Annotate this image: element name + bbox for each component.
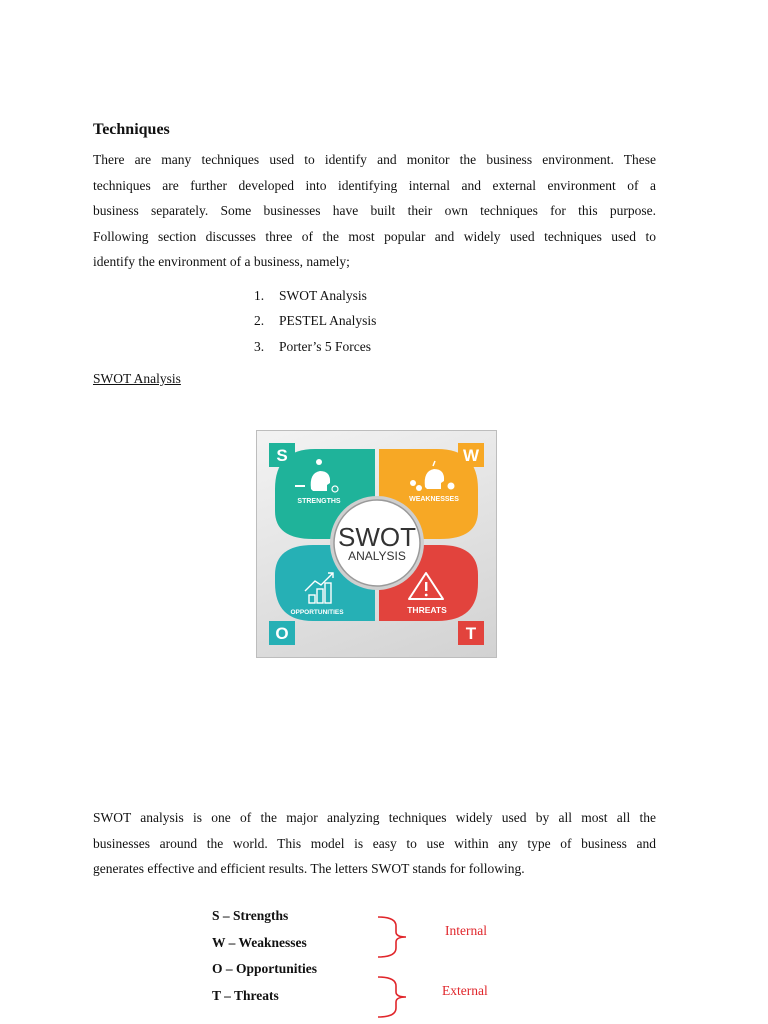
strengths-label: STRENGTHS [297, 498, 341, 505]
intro-line: There are many techniques used to identify and monitor the business environment. These [93, 152, 656, 167]
swot-line: SWOT analysis is one of the major analyzing techniques widely used by all most all the [93, 810, 656, 825]
legend-item: S – Strengths [212, 908, 289, 923]
center-subtitle: ANALYSIS [348, 549, 406, 563]
legend-item: O – Opportunities [212, 961, 318, 976]
w-letter: W [462, 446, 480, 465]
swot-legend [212, 906, 317, 1012]
list-number: 3. [254, 338, 265, 354]
t-letter: T [465, 624, 477, 643]
intro-line: business separately. Some businesses have built their own techniques for this purpose. [93, 203, 656, 218]
swot-subheading: SWOT Analysis [93, 371, 181, 386]
o-letter: O [275, 624, 289, 643]
legend-item: W – Weaknesses [212, 934, 307, 950]
section-heading: Techniques [93, 121, 170, 138]
list-number: 2. [254, 313, 265, 329]
swot-analysis-image [256, 430, 497, 658]
legend-item: T – Threats [212, 987, 279, 1003]
swot-paragraph [93, 805, 656, 882]
list-item [254, 334, 376, 359]
weaknesses-label: WEAKNESSES [409, 496, 459, 503]
swot-line: generates effective and efficient results. The letters SWOT stands for following. [93, 861, 525, 876]
center-title: SWOT [338, 522, 416, 552]
techniques-list [254, 283, 376, 359]
external-brace [374, 974, 414, 1020]
list-number: 1. [254, 288, 265, 303]
threats-label: THREATS [407, 605, 447, 615]
list-label: PESTEL Analysis [279, 313, 377, 329]
list-label: Porter’s 5 Forces [279, 338, 371, 354]
internal-label: Internal [445, 923, 487, 938]
intro-line: identify the environment of a business, namely; [93, 254, 350, 269]
opportunities-label: OPPORTUNITIES [290, 609, 344, 616]
intro-paragraph [93, 147, 656, 275]
internal-brace [374, 914, 414, 960]
list-item [254, 283, 376, 308]
external-label: External [442, 983, 488, 998]
swot-line: businesses around the world. This model is easy to use within any type of business and [93, 835, 656, 851]
s-letter: S [276, 446, 288, 465]
list-label: SWOT Analysis [279, 288, 367, 303]
intro-line: techniques are further developed into identifying internal and external environment of a [93, 177, 656, 193]
intro-line: Following section discusses three of the most popular and widely used techniques used to [93, 228, 656, 244]
list-item [254, 308, 376, 333]
